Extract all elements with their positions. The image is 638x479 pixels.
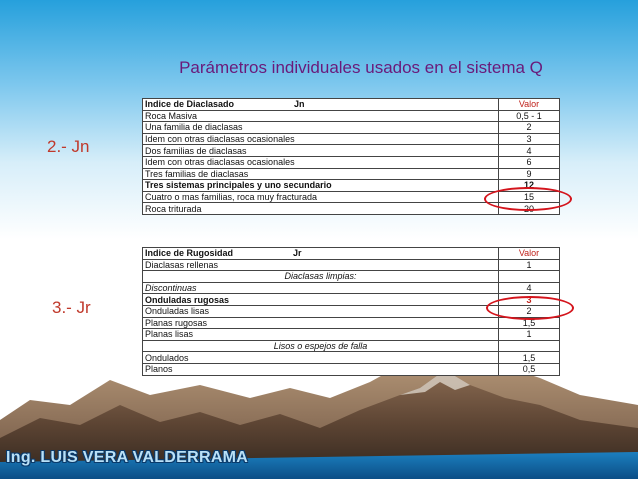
row-value [499, 271, 560, 283]
table-row [143, 352, 560, 364]
jn-section-label: 2.- Jn [47, 137, 90, 156]
row-text: Dos familias de diaclasas [143, 145, 499, 157]
table-row [143, 156, 560, 168]
table-row-subheading [143, 271, 560, 283]
jn-header-symbol: Jn [294, 99, 305, 110]
row-value: 0,5 [499, 363, 560, 375]
jr-table-header [143, 248, 560, 260]
jr-header-symbol: Jr [293, 248, 302, 259]
row-text: Planos [143, 363, 499, 375]
table-row [143, 133, 560, 145]
row-text: Onduladas rugosas [143, 294, 499, 306]
row-value: 1 [499, 329, 560, 341]
row-text: Idem con otras diaclasas ocasionales [143, 133, 499, 145]
jr-header-value: Valor [499, 248, 560, 260]
row-text: Cuatro o mas familias, roca muy fracturada [143, 191, 499, 203]
row-value: 12 [499, 180, 560, 192]
jn-header-name: Indice de Diaclasado [145, 99, 235, 110]
row-text: Una familia de diaclasas [143, 122, 499, 134]
row-text: Idem con otras diaclasas ocasionales [143, 156, 499, 168]
table-row [143, 168, 560, 180]
row-value: 6 [499, 156, 560, 168]
row-value: 2 [499, 122, 560, 134]
row-text: Roca Masiva [143, 110, 499, 122]
row-text: Roca triturada [143, 203, 499, 215]
row-value: 4 [499, 282, 560, 294]
row-value: 4 [499, 145, 560, 157]
jn-table-header [143, 99, 560, 111]
table-row [143, 259, 560, 271]
table-row [143, 145, 560, 157]
row-value: 3 [499, 133, 560, 145]
table-row [143, 317, 560, 329]
row-text: Diaclasas limpias: [143, 271, 499, 283]
row-value: 15 [499, 191, 560, 203]
row-value: 2 [499, 305, 560, 317]
table-row-subheading [143, 340, 560, 352]
row-value: 3 [499, 294, 560, 306]
jn-header-value: Valor [499, 99, 560, 111]
row-text: Diaclasas rellenas [143, 259, 499, 271]
row-text: Ondulados [143, 352, 499, 364]
table-row [143, 363, 560, 375]
row-value: 1,5 [499, 317, 560, 329]
row-value: 9 [499, 168, 560, 180]
row-text: Onduladas lisas [143, 305, 499, 317]
slide-title: Parámetros individuales usados en el sistema Q [179, 58, 543, 77]
row-value: 1 [499, 259, 560, 271]
jr-header-name: Indice de Rugosidad [145, 248, 234, 259]
row-value: 20 [499, 203, 560, 215]
row-value [499, 340, 560, 352]
row-text: Discontinuas [143, 282, 499, 294]
row-text: Lisos o espejos de falla [143, 340, 499, 352]
row-text: Tres familias de diaclasas [143, 168, 499, 180]
highlight-oval-jr [486, 296, 574, 320]
row-value: 0,5 - 1 [499, 110, 560, 122]
row-value: 1,5 [499, 352, 560, 364]
table-row [143, 122, 560, 134]
author-footer: Ing. LUIS VERA VALDERRAMA [6, 449, 249, 466]
table-row [143, 282, 560, 294]
row-text: Planas lisas [143, 329, 499, 341]
highlight-oval-jn [484, 187, 572, 211]
row-text: Tres sistemas principales y uno secundario [143, 180, 499, 192]
table-row [143, 329, 560, 341]
row-text: Planas rugosas [143, 317, 499, 329]
table-row [143, 110, 560, 122]
jr-section-label: 3.- Jr [52, 298, 91, 317]
